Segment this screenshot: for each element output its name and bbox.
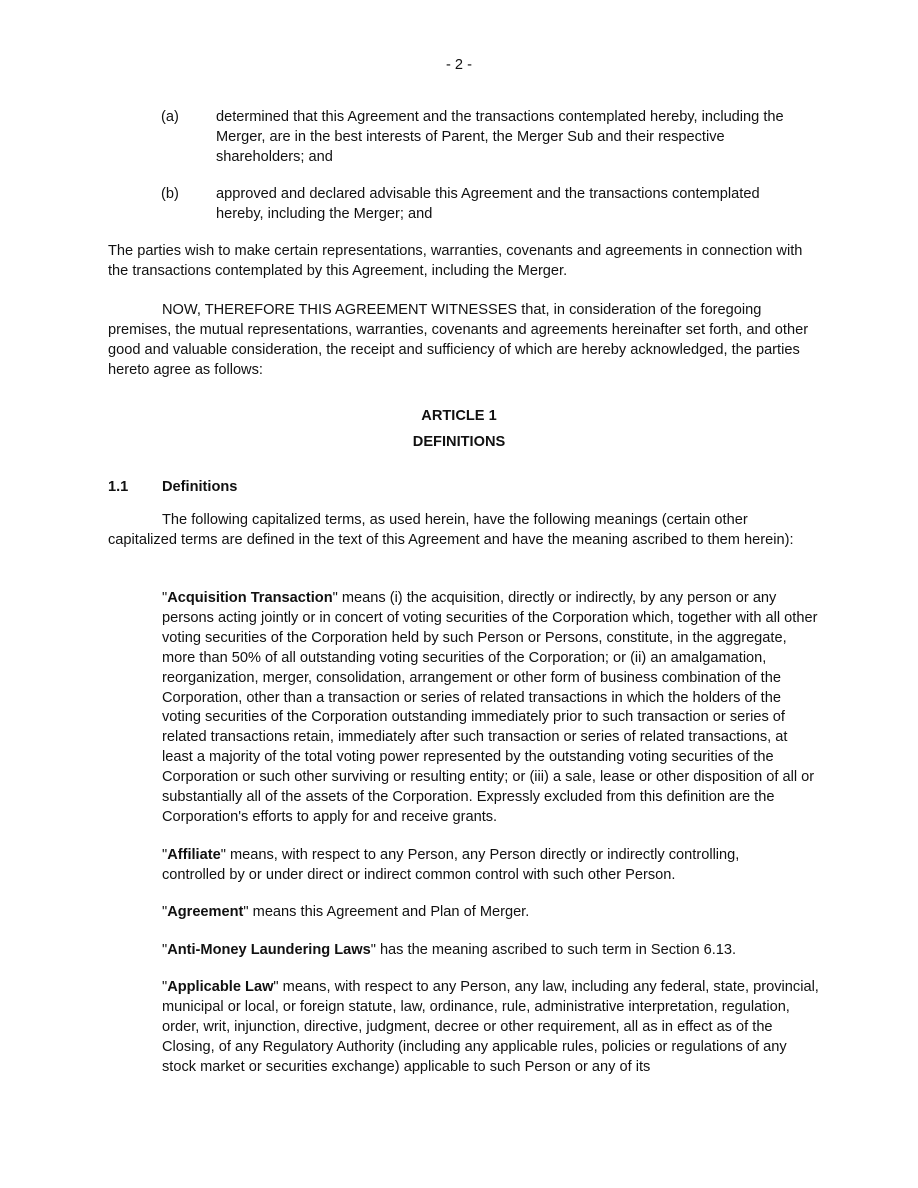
list-text: determined that this Agreement and the transactions contemplated hereby, including the Merger, are in the best interests of Parent, the Merger Sub and their respective shareholders; and (216, 109, 784, 165)
article-title: DEFINITIONS (412, 434, 506, 450)
definition-item: "Acquisition Transaction" means (i) the acquisition, directly or indirectly, by any person or any persons acting jointly or in concert of voting securities of the Corporation which, together with all other voting securities of the Corporation held by such Person or Persons, constitute, in the aggregate, more than 50% of all outstanding voting securities of the Corporation; or (ii) an amalgamation, reorganization, merger, consolidation, arrangement or other form of business combination of the Corporation, other than a transaction or series of related transactions in which the holders of the voting securities of the Corporation outstanding immediately prior to such transaction or series of related transactions retain, immediately after such transaction or series of related transactions, at least a majority of the total voting power represented by the outstanding voting securities of the Corporation or such other surviving or resulting entity; or (iii) a sale, lease or other disposition of all or substantially all of the assets of the Corporation. Expressly excluded from this definition are the Corporation's efforts to apply for and receive grants. (162, 590, 818, 825)
section-title: Definitions (162, 479, 238, 495)
definition-item: "Agreement" means this Agreement and Plan of Merger. (162, 904, 530, 920)
recital-item-b (161, 185, 821, 225)
list-text: approved and declared advisable this Agreement and the transactions contemplated hereby, including the Merger; and (216, 186, 760, 222)
definition-item: "Applicable Law" means, with respect to any Person, any law, including any federal, state, provincial, municipal or local, or foreign statute, law, ordinance, rule, administrative interpretation, regulation, order, writ, injunction, directive, judgment, decree or other requirement, all as in effect as of the Closing, of any Regulatory Authority (including any applicable rules, policies or regulations of any stock market or securities exchange) applicable to such Person or any of its (162, 979, 819, 1075)
definition-term: Affiliate (167, 847, 221, 863)
definition-text: means (i) the acquisition, directly or indirectly, by any person or any persons acting jointly or in concert of voting securities of the Corporation which, together with all other voting securities of the Corporation held by such Person or Persons, constitute, in the aggregate, more than 50% of all outstanding voting securities of the Corporation; or (ii) an amalgamation, reorganization, merger, consolidation, arrangement or other form of business combination of the Corporation, other than a transaction or series of related transactions in which the holders of the voting securities of the Corporation outstanding immediately prior to such transaction or series of related transactions retain, immediately after such transaction or series of related transactions, at least a majority of the total voting power represented by the outstanding voting securities of the Corporation or such other surviving or resulting entity; or (iii) a sale, lease or other disposition of all or substantially all of the assets of the Corporation. Expressly excluded from this definition are the Corporation's efforts to apply for and receive grants. (162, 590, 818, 825)
list-marker: (a) (161, 109, 179, 125)
witnesses-paragraph (108, 301, 820, 381)
terms-intro-text: The following capitalized terms, as used herein, have the following meanings (certain other capitalized terms are defined in the text of this Agreement and have the meaning ascribed to them herein): (108, 512, 794, 548)
definition-text: means, with respect to any Person, any law, including any federal, state, provincial, municipal or local, or foreign statute, law, ordinance, rule, administrative interpretation, regulation, order, writ, injunction, directive, judgment, decree or other requirement, all as in effect as of the Closing, of any Regulatory Authority (including any applicable rules, policies or regulations of any stock market or securities exchange) applicable to such Person or any of its (162, 979, 819, 1075)
witnesses-text: NOW, THEREFORE THIS AGREEMENT WITNESSES that, in consideration of the foregoing premises, the mutual representations, warranties, covenants and agreements hereinafter set forth, and other good and valuable consideration, the receipt and sufficiency of which are hereby acknowledged, the parties hereto agree as follows: (108, 302, 809, 378)
definition-item: "Affiliate" means, with respect to any Person, any Person directly or indirectly controlling, controlled by or under direct or indirect common control with such other Person. (162, 847, 740, 883)
section-number: 1.1 (108, 479, 129, 495)
page-number: - 2 - (446, 57, 472, 73)
list-marker: (b) (161, 186, 179, 202)
recital-item-a (161, 108, 821, 168)
terms-intro-paragraph (108, 511, 798, 551)
definition-term: Agreement (167, 904, 244, 920)
article-number: ARTICLE 1 (421, 408, 497, 424)
definition-text: means, with respect to any Person, any Person directly or indirectly controlling, controlled by or under direct or indirect common control with such other Person. (162, 847, 740, 883)
definition-text: has the meaning ascribed to such term in Section 6.13. (375, 942, 737, 958)
definition-term: Acquisition Transaction (167, 590, 333, 606)
definition-term: Anti-Money Laundering Laws (167, 942, 371, 958)
definition-term: Applicable Law (167, 979, 274, 995)
definition-text: means this Agreement and Plan of Merger. (248, 904, 530, 920)
wish-paragraph: The parties wish to make certain representations, warranties, covenants and agreements in connection with the transactions contemplated by this Agreement, including the Merger. (108, 243, 803, 279)
definition-item: "Anti-Money Laundering Laws" has the meaning ascribed to such term in Section 6.13. (162, 942, 737, 958)
